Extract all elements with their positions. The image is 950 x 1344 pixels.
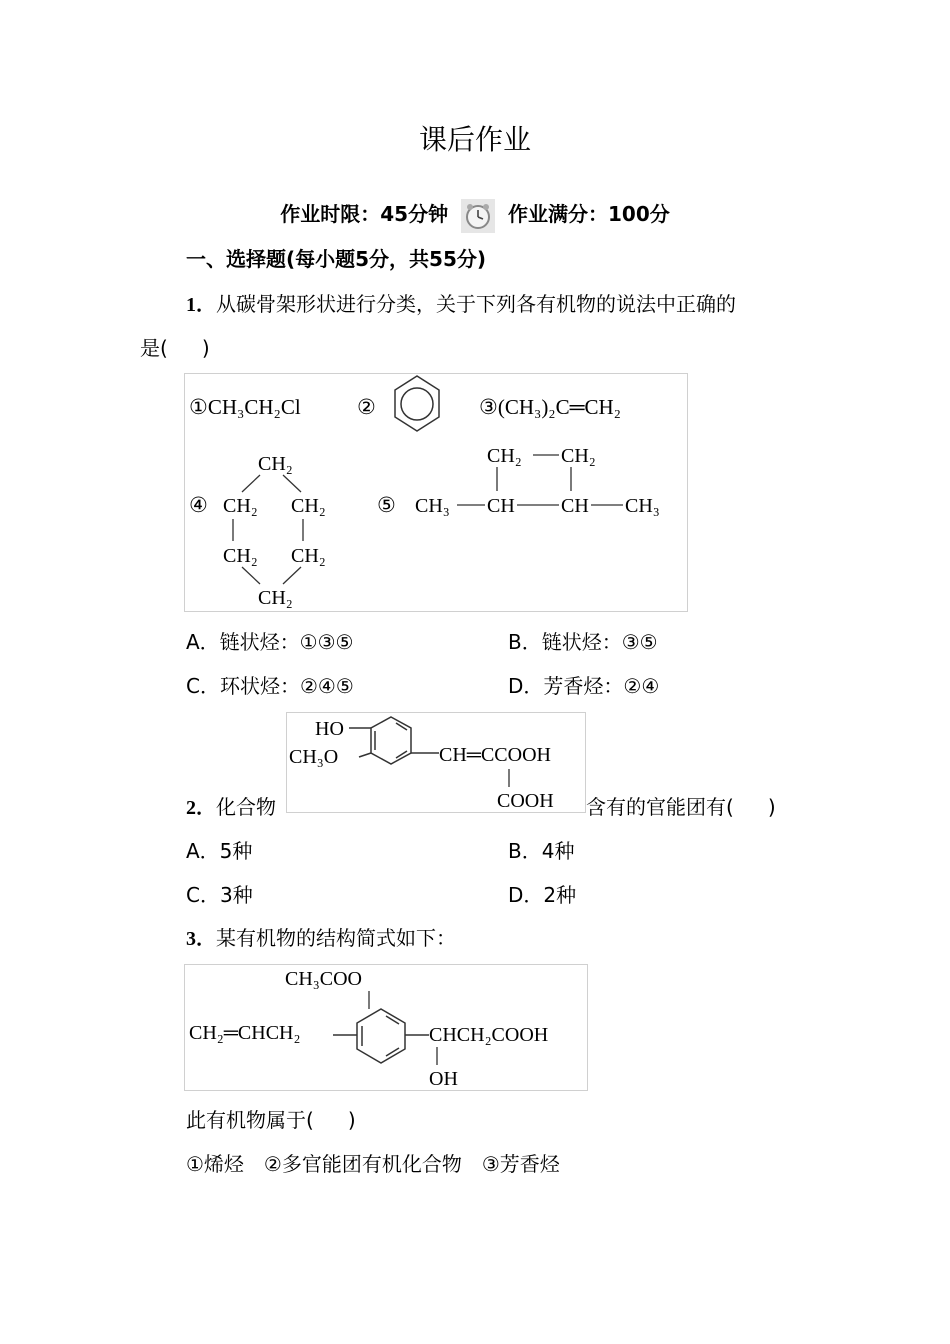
q1-option-d[interactable]: D．芳香烃：②④ xyxy=(508,674,660,698)
dimethylcyclobutane-structure xyxy=(415,445,660,517)
q3-choices: ①烯烃 ②多官能团有机化合物 ③芳香烃 xyxy=(186,1152,560,1176)
q1-number: 1． xyxy=(186,294,216,316)
time-limit: 作业时限：45分钟 xyxy=(280,202,449,226)
q1-molecule-2-label: ② xyxy=(357,395,376,419)
q3-hydroxyl-group: OH xyxy=(429,1068,458,1090)
q1-stem-line1: 1．从碳骨架形状进行分类，关于下列各有机物的说法中正确的 xyxy=(186,292,736,316)
full-score: 作业满分：100分 xyxy=(508,202,670,226)
svg-text:CH₂: CH₂ xyxy=(258,587,293,609)
q3-acetoxy-group: CH₃COO xyxy=(285,968,362,990)
svg-text:CH₂: CH₂ xyxy=(487,445,522,467)
q1-structures-figure xyxy=(184,373,688,612)
q1-molecule-1: ①CH₃CH₂Cl xyxy=(189,395,301,419)
benzene-ring-structure xyxy=(395,376,439,431)
q3-hydroxy-acid-chain: CHCH₂COOH xyxy=(429,1024,549,1046)
svg-text:CH₃: CH₃ xyxy=(625,495,660,517)
q1-molecule-3: ③(CH₃)₂C═CH₂ xyxy=(479,395,622,419)
q3-stem: 3．某有机物的结构简式如下： xyxy=(186,926,456,950)
svg-text:CH₂: CH₂ xyxy=(223,495,258,517)
svg-text:CH₂: CH₂ xyxy=(258,453,293,475)
svg-text:CH₃: CH₃ xyxy=(415,495,450,517)
q3-benzene-ring xyxy=(333,1009,429,1063)
q1-option-b[interactable]: B．链状烃：③⑤ xyxy=(508,630,658,654)
q2-methoxy-group: CH₃O xyxy=(289,746,339,768)
cyclohexane-structure xyxy=(223,453,326,609)
q1-stem-line2: 是( ) xyxy=(140,336,210,360)
q2-option-a[interactable]: A．5种 xyxy=(186,839,253,863)
svg-text:CH: CH xyxy=(561,495,589,517)
svg-text:CH₂: CH₂ xyxy=(223,545,258,567)
homework-meta xyxy=(0,198,950,233)
q2-hydroxyl-group: HO xyxy=(315,718,344,740)
q2-option-d[interactable]: D．2种 xyxy=(508,883,577,907)
q3-allyl-group: CH₂═CHCH₂ xyxy=(189,1022,301,1044)
q1-molecule-5-label: ⑤ xyxy=(377,493,396,517)
q2-number: 2． xyxy=(186,797,216,819)
section-heading: 一、选择题(每小题5分，共55分) xyxy=(186,247,487,271)
q1-option-c[interactable]: C．环状烃：②④⑤ xyxy=(186,674,354,698)
q2-option-b[interactable]: B．4种 xyxy=(508,839,575,863)
q2-structure-figure xyxy=(286,712,586,813)
svg-text:CH₂: CH₂ xyxy=(561,445,596,467)
q3-structure-figure xyxy=(184,964,588,1091)
q1-option-a[interactable]: A．链状烃：①③⑤ xyxy=(186,630,354,654)
q2-carboxyl-group: COOH xyxy=(497,790,554,812)
q2-side-chain: CH═CCOOH xyxy=(439,744,551,766)
q3-question: 此有机物属于( ) xyxy=(186,1108,356,1132)
q2-stem-end: 含有的官能团有( ) xyxy=(586,795,776,819)
q2-stem-start: 2．化合物 xyxy=(186,795,276,819)
page-title: 课后作业 xyxy=(418,123,531,156)
q1-molecule-4-label: ④ xyxy=(189,493,208,517)
svg-text:CH₂: CH₂ xyxy=(291,545,326,567)
svg-text:CH₂: CH₂ xyxy=(291,495,326,517)
alarm-clock-icon xyxy=(461,199,495,233)
svg-text:CH: CH xyxy=(487,495,515,517)
q2-benzene-ring xyxy=(349,717,439,764)
q2-option-c[interactable]: C．3种 xyxy=(186,883,253,907)
q3-number: 3． xyxy=(186,928,216,950)
